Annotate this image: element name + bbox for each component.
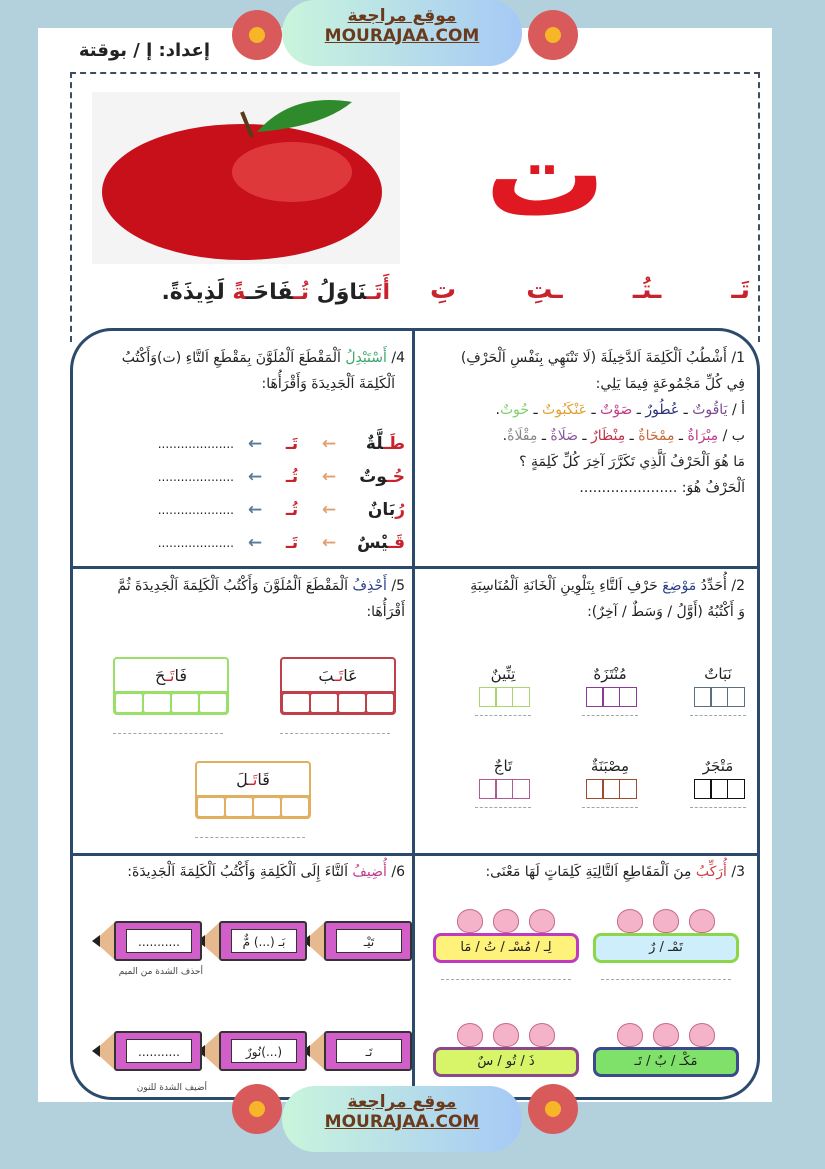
word: نَبَاتٌ xyxy=(704,665,732,683)
letter-cell[interactable] xyxy=(512,779,530,799)
text: 4/ xyxy=(391,350,405,366)
letter-cell[interactable] xyxy=(586,687,604,707)
letter-cell[interactable] xyxy=(495,779,513,799)
text: 2/ xyxy=(731,578,745,594)
text: تَـ xyxy=(285,433,299,454)
text: تُـ xyxy=(285,499,299,520)
word[interactable]: مِبْرَاةٌ xyxy=(687,428,719,444)
text: مَوْضِعَ xyxy=(662,578,701,594)
syllables: لِـ / مُسْـ / تُ / مَا xyxy=(433,933,579,963)
letter-cell[interactable] xyxy=(196,796,226,818)
cartoon-character-icon xyxy=(653,1023,679,1047)
pencil-tip-icon xyxy=(94,1031,116,1071)
exercise-1 xyxy=(423,345,745,501)
text: لَ xyxy=(236,770,249,789)
text: قَـ xyxy=(388,532,405,553)
text: وَ أَكْتُبُهُ (أَوَّلُ / وَسَطٌ / آخِرٌ): xyxy=(587,604,745,620)
sentence-part: نَاوَلُ xyxy=(309,280,367,305)
answer-line[interactable] xyxy=(475,715,531,716)
cartoon-character-icon xyxy=(529,1023,555,1047)
word[interactable]: صَلَاةٌ xyxy=(550,428,578,444)
pencil-text[interactable]: ........... xyxy=(126,929,192,953)
ex5-word-box xyxy=(113,657,229,734)
text: ب / xyxy=(722,428,745,444)
book-icon xyxy=(545,27,561,43)
word: مَتْجَرٌ xyxy=(702,757,734,775)
sentence-part: أَتَـ xyxy=(366,280,390,305)
exercise-4 xyxy=(87,345,405,397)
row-divider xyxy=(73,853,757,856)
text: 3/ xyxy=(731,864,745,880)
text: عَا xyxy=(343,666,358,685)
cartoon-character-icon xyxy=(617,909,643,933)
ex2-word-item xyxy=(580,755,640,808)
syllables: تَمْـ / رٌ xyxy=(593,933,739,963)
text: تَـ xyxy=(165,666,175,685)
ex5-word-box xyxy=(195,761,311,838)
sentence-part: فَاحَـ xyxy=(245,280,294,305)
sentence-part: لَذِيذَةً. xyxy=(161,280,233,305)
exercise-6 xyxy=(87,859,405,885)
substitution-row xyxy=(103,493,405,526)
answer-field[interactable]: .................... xyxy=(157,469,234,484)
letter-cell[interactable] xyxy=(710,687,728,707)
group-b: ب / مِبْرَاةٌ ـ مِمْحَاةٌ ـ مِنْظَارٌ ـ صَلَاةٌ ـ مِقْلَاةٌ. xyxy=(502,428,745,444)
letter-cell[interactable] xyxy=(479,779,497,799)
answer-line[interactable] xyxy=(441,979,571,980)
big-letter: ت xyxy=(485,105,606,244)
word[interactable]: مِقْلَاةٌ xyxy=(507,428,538,444)
cartoon-character-icon xyxy=(457,1023,483,1047)
letter-cell[interactable] xyxy=(694,779,712,799)
text: فِي كُلِّ مَجْمُوعَةٍ فِيمَا يَلِي: xyxy=(595,376,745,392)
text: طَـ xyxy=(383,433,405,454)
pencil-text: (...)نُورٌ xyxy=(231,1039,297,1063)
text: أُحَدِّدُ xyxy=(700,578,727,594)
author-credit: إعداد: إ / بوقتة xyxy=(78,40,210,61)
arrow-left-icon: ← xyxy=(321,499,337,520)
ex1-instruction: أَشْطُبُ اَلْكَلِمَةَ اَلدَّخِيلَةَ (لَا تَنْتَهِي بِنَفْسِ اَلْحَرْفِ) xyxy=(460,350,727,366)
word[interactable]: حُوتٌ xyxy=(499,402,530,418)
letter-cell[interactable] xyxy=(281,692,311,714)
letter-cell[interactable] xyxy=(619,779,637,799)
letter-cell[interactable] xyxy=(365,692,395,714)
letter-cell[interactable] xyxy=(252,796,282,818)
ex1-answer-field[interactable]: اَلْحَرْفُ هُوَ: ...................... xyxy=(579,480,745,496)
answer-line[interactable] xyxy=(582,715,638,716)
arrow-left-icon: ← xyxy=(247,466,263,487)
answer-line[interactable] xyxy=(195,837,305,838)
answer-line[interactable] xyxy=(582,807,638,808)
text: لَّةٌ xyxy=(365,433,384,454)
row-divider xyxy=(73,566,757,569)
word[interactable]: صَوْتٌ xyxy=(600,402,633,418)
pencil-card xyxy=(302,921,412,961)
ex2-word-item xyxy=(580,663,640,716)
word: تَاجٌ xyxy=(493,757,513,775)
text: تُـ xyxy=(285,466,299,487)
book-icon xyxy=(545,1101,561,1117)
exercise-5 xyxy=(87,573,405,625)
letter-cell[interactable] xyxy=(619,687,637,707)
cartoon-character-icon xyxy=(457,909,483,933)
letter-cell[interactable] xyxy=(280,796,310,818)
word: تِنِّينٌ xyxy=(490,665,516,683)
letter-cell[interactable] xyxy=(512,687,530,707)
letter-cell[interactable] xyxy=(479,687,497,707)
arrow-left-icon: ← xyxy=(247,499,263,520)
ex3-syllable-card xyxy=(433,897,579,980)
pencil-card xyxy=(302,1031,412,1071)
ex2-word-item xyxy=(688,755,748,808)
ex3-syllable-card xyxy=(593,897,739,980)
note: أضيف الشدة للنون xyxy=(136,1083,207,1093)
text: أ / xyxy=(731,402,745,418)
word[interactable]: مِمْحَاةٌ xyxy=(638,428,675,444)
text: حَ xyxy=(155,666,166,685)
banner-latin: MOURAJAA.COM xyxy=(324,26,480,46)
example-sentence xyxy=(100,280,390,305)
text: أَقْرَأُهَا: xyxy=(366,604,405,620)
letter-cell[interactable] xyxy=(586,779,604,799)
cartoon-character-icon xyxy=(529,909,555,933)
site-banner-bottom[interactable] xyxy=(282,1086,522,1152)
site-banner-top[interactable] xyxy=(282,0,522,66)
letter-form: تِ xyxy=(430,275,457,305)
text: بَ xyxy=(318,666,335,685)
text: 6/ xyxy=(391,864,405,880)
text: فَا xyxy=(174,666,187,685)
letter-cell[interactable] xyxy=(114,692,144,714)
exercise-2 xyxy=(423,573,745,625)
text: اَلتَّاءَ إِلَى اَلْكَلِمَةِ وَأَكْتُبُ اَلْكَلِمَةَ اَلْجَدِيدَةَ: xyxy=(127,864,353,880)
cartoon-character-icon xyxy=(689,909,715,933)
letter-cell[interactable] xyxy=(602,779,620,799)
letter-cell[interactable] xyxy=(224,796,254,818)
exercise-grid xyxy=(70,328,760,1100)
banner-latin: MOURAJAA.COM xyxy=(324,1112,480,1132)
banner-arabic: موقع مراجعة xyxy=(347,1092,457,1112)
text: رُ xyxy=(395,499,405,520)
sentence-part: تُـ xyxy=(293,280,309,305)
site-logo-left xyxy=(232,10,282,60)
ex2-word-item xyxy=(688,663,748,716)
text: اَلْكَلِمَةَ اَلْجَدِيدَةَ وَأَقْرَأُهَا: xyxy=(261,376,395,392)
text: تَـ xyxy=(285,532,299,553)
pencil-tip-icon xyxy=(304,1031,326,1071)
letter-cell[interactable] xyxy=(198,692,228,714)
letter-form: تَـ xyxy=(731,275,750,305)
letter-cell[interactable] xyxy=(727,779,745,799)
answer-line[interactable] xyxy=(601,979,731,980)
substitution-row xyxy=(103,460,405,493)
answer-field[interactable]: .................... xyxy=(157,535,234,550)
arrow-left-icon: ← xyxy=(247,433,263,454)
answer-line[interactable] xyxy=(690,715,746,716)
pencil-text: تَـ xyxy=(336,1039,402,1063)
text: تَـ xyxy=(248,770,258,789)
word: مِصْبَنَةٌ xyxy=(590,757,630,775)
pencil-card xyxy=(197,921,307,961)
cartoon-character-icon xyxy=(617,1023,643,1047)
ex2-word-item xyxy=(473,663,533,716)
site-logo-right xyxy=(528,1084,578,1134)
sentence-part: ةً xyxy=(232,280,246,305)
cartoon-character-icon xyxy=(493,1023,519,1047)
cartoon-character-icon xyxy=(653,909,679,933)
text: 1/ xyxy=(731,350,745,366)
letter-cell[interactable] xyxy=(142,692,172,714)
ex3-syllable-card xyxy=(433,1011,579,1077)
ex3-syllable-card xyxy=(593,1011,739,1077)
text: أُضِيفُ xyxy=(352,864,387,880)
text: بَانٌ xyxy=(367,499,396,520)
pencil-text[interactable]: ........... xyxy=(126,1039,192,1063)
word[interactable]: يَاقُوتٌ xyxy=(692,402,728,418)
pencil-tip-icon xyxy=(304,921,326,961)
letter-cell[interactable] xyxy=(337,692,367,714)
letter-forms xyxy=(430,275,750,305)
arrow-left-icon: ← xyxy=(321,532,337,553)
cartoon-character-icon xyxy=(493,909,519,933)
column-divider xyxy=(412,331,415,1097)
text: حُـ xyxy=(386,466,405,487)
word[interactable]: عَنْكَبُوتٌ xyxy=(542,402,587,418)
pencil-tip-icon xyxy=(199,1031,221,1071)
text: أَسْتَبْدِلُ xyxy=(345,350,387,366)
letter-form: ـتُـ xyxy=(632,275,662,305)
text: 5/ xyxy=(391,578,405,594)
text: اَلْمَقْطَعَ اَلْمُلَوَّنَ بِمَقْطَعِ اَلتَّاءِ (ت)وَأَكْتُبُ xyxy=(121,350,346,366)
answer-line[interactable] xyxy=(280,733,390,734)
text: اَلْمَقْطَعَ اَلْمُلَوَّنَ وَأَكْتُبُ اَلْكَلِمَةَ اَلْجَدِيدَةَ ثُمَّ xyxy=(117,578,353,594)
pencil-card xyxy=(197,1031,307,1071)
letter-cell[interactable] xyxy=(602,687,620,707)
text: يْسٌ xyxy=(357,532,389,553)
text: وتٌ xyxy=(359,466,387,487)
text: حَرْفِ اَلتَّاءِ بِتَلْوِينِ اَلْخَانَةِ اَلْمُنَاسِبَةِ xyxy=(470,578,663,594)
word[interactable]: مِنْظَارٌ xyxy=(591,428,626,444)
letter-cell[interactable] xyxy=(309,692,339,714)
book-icon xyxy=(249,27,265,43)
arrow-left-icon: ← xyxy=(247,532,263,553)
pencil-card[interactable] xyxy=(92,1031,202,1071)
letter-cell[interactable] xyxy=(694,687,712,707)
text: مِنَ اَلْمَقَاطِعِ اَلتَّالِيَةِ كَلِمَاتٍ لَهَا مَعْنَى: xyxy=(485,864,696,880)
pencil-tip-icon xyxy=(199,921,221,961)
substitution-row xyxy=(103,526,405,559)
letter-cell[interactable] xyxy=(495,687,513,707)
apple-image xyxy=(92,92,400,264)
arrow-left-icon: ← xyxy=(321,466,337,487)
letter-cell[interactable] xyxy=(170,692,200,714)
substitution-rows xyxy=(103,427,405,559)
ex2-word-item xyxy=(473,755,533,808)
group-a: أ / يَاقُوتٌ ـ عُطُورٌ ـ صَوْتٌ ـ عَنْكَبُوتٌ ـ حُوتٌ. xyxy=(495,402,745,418)
arrow-left-icon: ← xyxy=(321,433,337,454)
letter-cell[interactable] xyxy=(710,779,728,799)
book-icon xyxy=(249,1101,265,1117)
text: أُرَكِّبُ xyxy=(695,864,727,880)
text: قَا xyxy=(257,770,270,789)
answer-line[interactable] xyxy=(475,807,531,808)
word[interactable]: عُطُورٌ xyxy=(645,402,680,418)
letter-form: ـتِ xyxy=(526,275,563,305)
answer-field[interactable]: .................... xyxy=(157,436,234,451)
answer-line[interactable] xyxy=(113,733,223,734)
exercise-3 xyxy=(423,859,745,885)
ex1-question: مَا هُوَ اَلْحَرْفُ اَلَّذِي تَكَرَّرَ آخِرَ كُلِّ كَلِمَةٍ ؟ xyxy=(519,454,745,470)
answer-line[interactable] xyxy=(690,807,746,808)
syllables: ذَ / تُو / سٌ xyxy=(433,1047,579,1077)
pencil-card[interactable] xyxy=(92,921,202,961)
site-logo-left xyxy=(232,1084,282,1134)
note: أحذف الشدة من الميم xyxy=(118,967,203,977)
ex5-word-box xyxy=(280,657,396,734)
syllables: مَكْـ / بٌ / تَـ xyxy=(593,1047,739,1077)
text: أَحْذِفُ xyxy=(352,578,387,594)
pencil-tip-icon xyxy=(94,921,116,961)
pencil-text: تَيْـ xyxy=(336,929,402,953)
site-logo-right xyxy=(528,10,578,60)
word: مُنْتَزَهٌ xyxy=(593,665,627,683)
substitution-row xyxy=(103,427,405,460)
answer-field[interactable]: .................... xyxy=(157,502,234,517)
letter-cell[interactable] xyxy=(727,687,745,707)
text: تَـ xyxy=(334,666,344,685)
pencil-text: بَـ (...) مٌّ xyxy=(231,929,297,953)
cartoon-character-icon xyxy=(689,1023,715,1047)
banner-arabic: موقع مراجعة xyxy=(347,6,457,26)
